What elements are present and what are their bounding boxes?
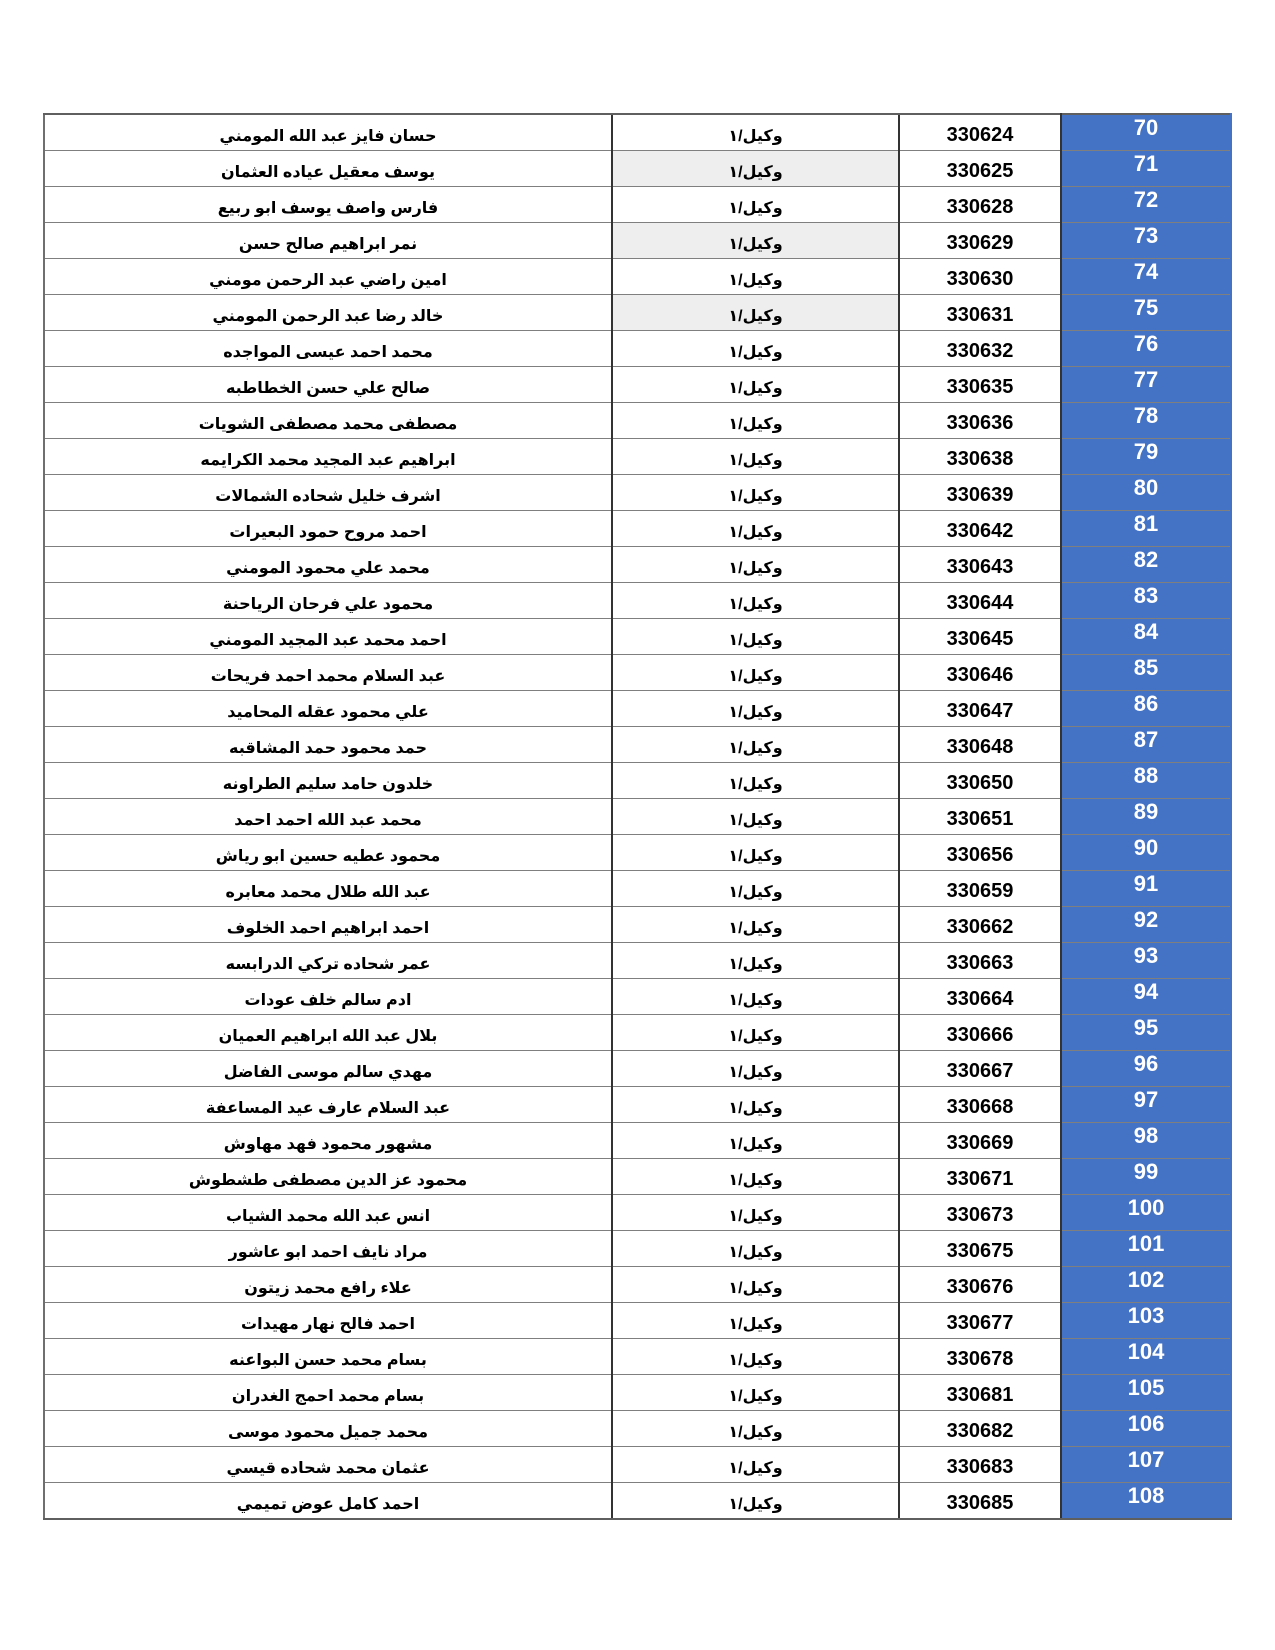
rank-cell: وكيل/١ xyxy=(612,187,899,223)
table-row xyxy=(44,583,1231,619)
rank-cell: وكيل/١ xyxy=(612,1447,899,1483)
table-row xyxy=(44,547,1231,583)
name-cell: احمد محمد عبد المجيد المومني xyxy=(44,619,612,655)
name-cell: فارس واصف يوسف ابو ربيع xyxy=(44,187,612,223)
name-cell: امين راضي عبد الرحمن مومني xyxy=(44,259,612,295)
name-cell: اشرف خليل شحاده الشمالات xyxy=(44,475,612,511)
serial-number-cell: 82 xyxy=(1061,547,1231,583)
serial-number-cell: 83 xyxy=(1061,583,1231,619)
table-row xyxy=(44,475,1231,511)
rank-cell: وكيل/١ xyxy=(612,1375,899,1411)
rank-cell: وكيل/١ xyxy=(612,1411,899,1447)
serial-number-cell: 85 xyxy=(1061,655,1231,691)
id-code-cell: 330629 xyxy=(899,223,1061,259)
id-code-cell: 330650 xyxy=(899,763,1061,799)
table-row xyxy=(44,1339,1231,1375)
serial-number-cell: 104 xyxy=(1061,1339,1231,1375)
id-code-cell: 330671 xyxy=(899,1159,1061,1195)
rank-cell: وكيل/١ xyxy=(612,907,899,943)
table-row xyxy=(44,439,1231,475)
rank-cell: وكيل/١ xyxy=(612,943,899,979)
id-code-cell: 330675 xyxy=(899,1231,1061,1267)
rank-cell: وكيل/١ xyxy=(612,547,899,583)
table-row xyxy=(44,799,1231,835)
name-cell: عبد السلام محمد احمد فريحات xyxy=(44,655,612,691)
serial-number-cell: 79 xyxy=(1061,439,1231,475)
name-cell: احمد ابراهيم احمد الخلوف xyxy=(44,907,612,943)
table-row xyxy=(44,367,1231,403)
id-code-cell: 330628 xyxy=(899,187,1061,223)
rank-cell: وكيل/١ xyxy=(612,1303,899,1339)
serial-number-cell: 97 xyxy=(1061,1087,1231,1123)
table-row xyxy=(44,114,1231,151)
id-code-cell: 330632 xyxy=(899,331,1061,367)
rank-cell: وكيل/١ xyxy=(612,1123,899,1159)
table-row xyxy=(44,1375,1231,1411)
name-cell: خلدون حامد سليم الطراونه xyxy=(44,763,612,799)
id-code-cell: 330664 xyxy=(899,979,1061,1015)
id-code-cell: 330667 xyxy=(899,1051,1061,1087)
id-code-cell: 330678 xyxy=(899,1339,1061,1375)
table-row xyxy=(44,151,1231,187)
rank-cell: وكيل/١ xyxy=(612,367,899,403)
serial-number-cell: 90 xyxy=(1061,835,1231,871)
table-row xyxy=(44,1159,1231,1195)
name-cell: خالد رضا عبد الرحمن المومني xyxy=(44,295,612,331)
table-row xyxy=(44,727,1231,763)
rank-cell: وكيل/١ xyxy=(612,799,899,835)
id-code-cell: 330676 xyxy=(899,1267,1061,1303)
id-code-cell: 330643 xyxy=(899,547,1061,583)
serial-number-cell: 81 xyxy=(1061,511,1231,547)
id-code-cell: 330677 xyxy=(899,1303,1061,1339)
table-row xyxy=(44,835,1231,871)
name-cell: محمد احمد عيسى المواجده xyxy=(44,331,612,367)
rank-cell: وكيل/١ xyxy=(612,655,899,691)
table-row xyxy=(44,511,1231,547)
table-row xyxy=(44,655,1231,691)
name-cell: محمود عز الدين مصطفى طشطوش xyxy=(44,1159,612,1195)
id-code-cell: 330673 xyxy=(899,1195,1061,1231)
serial-number-cell: 73 xyxy=(1061,223,1231,259)
rank-cell: وكيل/١ xyxy=(612,835,899,871)
rank-cell: وكيل/١ xyxy=(612,1159,899,1195)
serial-number-cell: 86 xyxy=(1061,691,1231,727)
serial-number-cell: 96 xyxy=(1061,1051,1231,1087)
id-code-cell: 330635 xyxy=(899,367,1061,403)
serial-number-cell: 99 xyxy=(1061,1159,1231,1195)
rank-cell: وكيل/١ xyxy=(612,871,899,907)
name-cell: ابراهيم عبد المجيد محمد الكرايمه xyxy=(44,439,612,475)
rank-cell: وكيل/١ xyxy=(612,979,899,1015)
table-row xyxy=(44,979,1231,1015)
serial-number-cell: 77 xyxy=(1061,367,1231,403)
table-row xyxy=(44,223,1231,259)
id-code-cell: 330638 xyxy=(899,439,1061,475)
serial-number-cell: 91 xyxy=(1061,871,1231,907)
table-row xyxy=(44,331,1231,367)
rank-cell: وكيل/١ xyxy=(612,1087,899,1123)
table-row xyxy=(44,871,1231,907)
name-cell: بسام محمد احمج الغدران xyxy=(44,1375,612,1411)
rank-cell: وكيل/١ xyxy=(612,583,899,619)
rank-cell: وكيل/١ xyxy=(612,439,899,475)
serial-number-cell: 107 xyxy=(1061,1447,1231,1483)
name-cell: عبد الله طلال محمد معابره xyxy=(44,871,612,907)
rank-cell: وكيل/١ xyxy=(612,727,899,763)
serial-number-cell: 70 xyxy=(1061,114,1231,151)
name-cell: محمد جميل محمود موسى xyxy=(44,1411,612,1447)
table-row xyxy=(44,295,1231,331)
table-row xyxy=(44,1483,1231,1520)
name-cell: عبد السلام عارف عيد المساعفة xyxy=(44,1087,612,1123)
name-cell: محمد علي محمود المومني xyxy=(44,547,612,583)
rank-cell: وكيل/١ xyxy=(612,114,899,151)
serial-number-cell: 72 xyxy=(1061,187,1231,223)
name-cell: عمر شحاده تركي الدرابسه xyxy=(44,943,612,979)
table-row xyxy=(44,691,1231,727)
id-code-cell: 330645 xyxy=(899,619,1061,655)
id-code-cell: 330669 xyxy=(899,1123,1061,1159)
id-code-cell: 330644 xyxy=(899,583,1061,619)
id-code-cell: 330630 xyxy=(899,259,1061,295)
name-cell: علي محمود عقله المحاميد xyxy=(44,691,612,727)
id-code-cell: 330648 xyxy=(899,727,1061,763)
name-cell: نمر ابراهيم صالح حسن xyxy=(44,223,612,259)
name-cell: مشهور محمود فهد مهاوش xyxy=(44,1123,612,1159)
serial-number-cell: 87 xyxy=(1061,727,1231,763)
rank-cell: وكيل/١ xyxy=(612,331,899,367)
rank-cell: وكيل/١ xyxy=(612,1231,899,1267)
name-cell: بسام محمد حسن البواعنه xyxy=(44,1339,612,1375)
name-cell: مصطفى محمد مصطفى الشويات xyxy=(44,403,612,439)
id-code-cell: 330646 xyxy=(899,655,1061,691)
rank-cell: وكيل/١ xyxy=(612,475,899,511)
name-cell: مهدي سالم موسى الفاضل xyxy=(44,1051,612,1087)
serial-number-cell: 98 xyxy=(1061,1123,1231,1159)
name-cell: انس عبد الله محمد الشياب xyxy=(44,1195,612,1231)
name-cell: صالح علي حسن الخطاطبه xyxy=(44,367,612,403)
rank-cell: وكيل/١ xyxy=(612,511,899,547)
rank-cell: وكيل/١ xyxy=(612,1015,899,1051)
table-row xyxy=(44,1411,1231,1447)
serial-number-cell: 78 xyxy=(1061,403,1231,439)
name-cell: محمد عبد الله احمد احمد xyxy=(44,799,612,835)
serial-number-cell: 105 xyxy=(1061,1375,1231,1411)
table-row xyxy=(44,1195,1231,1231)
id-code-cell: 330666 xyxy=(899,1015,1061,1051)
serial-number-cell: 76 xyxy=(1061,331,1231,367)
serial-number-cell: 100 xyxy=(1061,1195,1231,1231)
id-code-cell: 330651 xyxy=(899,799,1061,835)
name-cell: احمد فالح نهار مهيدات xyxy=(44,1303,612,1339)
rank-cell: وكيل/١ xyxy=(612,223,899,259)
id-code-cell: 330685 xyxy=(899,1483,1061,1520)
name-cell: حسان فايز عبد الله المومني xyxy=(44,114,612,151)
id-code-cell: 330624 xyxy=(899,114,1061,151)
id-code-cell: 330662 xyxy=(899,907,1061,943)
id-code-cell: 330663 xyxy=(899,943,1061,979)
serial-number-cell: 80 xyxy=(1061,475,1231,511)
serial-number-cell: 101 xyxy=(1061,1231,1231,1267)
name-cell: محمود علي فرحان الرياحنة xyxy=(44,583,612,619)
rank-cell: وكيل/١ xyxy=(612,403,899,439)
rank-cell: وكيل/١ xyxy=(612,1267,899,1303)
id-code-cell: 330625 xyxy=(899,151,1061,187)
name-cell: مراد نايف احمد ابو عاشور xyxy=(44,1231,612,1267)
id-code-cell: 330642 xyxy=(899,511,1061,547)
id-code-cell: 330639 xyxy=(899,475,1061,511)
rank-cell: وكيل/١ xyxy=(612,619,899,655)
serial-number-cell: 103 xyxy=(1061,1303,1231,1339)
rank-cell: وكيل/١ xyxy=(612,259,899,295)
table-row xyxy=(44,259,1231,295)
rank-cell: وكيل/١ xyxy=(612,1051,899,1087)
id-code-cell: 330636 xyxy=(899,403,1061,439)
rank-cell: وكيل/١ xyxy=(612,151,899,187)
serial-number-cell: 102 xyxy=(1061,1267,1231,1303)
rank-cell: وكيل/١ xyxy=(612,763,899,799)
serial-number-cell: 89 xyxy=(1061,799,1231,835)
name-cell: ادم سالم خلف عودات xyxy=(44,979,612,1015)
table-row xyxy=(44,1123,1231,1159)
serial-number-cell: 95 xyxy=(1061,1015,1231,1051)
table-row xyxy=(44,1051,1231,1087)
serial-number-cell: 108 xyxy=(1061,1483,1231,1520)
rank-cell: وكيل/١ xyxy=(612,295,899,331)
name-cell: احمد مروح حمود البعيرات xyxy=(44,511,612,547)
rank-cell: وكيل/١ xyxy=(612,1339,899,1375)
name-cell: احمد كامل عوض تميمي xyxy=(44,1483,612,1520)
serial-number-cell: 75 xyxy=(1061,295,1231,331)
rank-cell: وكيل/١ xyxy=(612,691,899,727)
table-row xyxy=(44,763,1231,799)
rank-cell: وكيل/١ xyxy=(612,1195,899,1231)
table-row xyxy=(44,403,1231,439)
roster-table xyxy=(43,113,1232,1520)
serial-number-cell: 88 xyxy=(1061,763,1231,799)
table-row xyxy=(44,943,1231,979)
id-code-cell: 330683 xyxy=(899,1447,1061,1483)
serial-number-cell: 84 xyxy=(1061,619,1231,655)
rank-cell: وكيل/١ xyxy=(612,1483,899,1520)
serial-number-cell: 71 xyxy=(1061,151,1231,187)
serial-number-cell: 74 xyxy=(1061,259,1231,295)
table-row xyxy=(44,619,1231,655)
id-code-cell: 330668 xyxy=(899,1087,1061,1123)
id-code-cell: 330681 xyxy=(899,1375,1061,1411)
table-row xyxy=(44,1015,1231,1051)
name-cell: يوسف معقيل عياده العثمان xyxy=(44,151,612,187)
serial-number-cell: 93 xyxy=(1061,943,1231,979)
table-row xyxy=(44,907,1231,943)
table-row xyxy=(44,1447,1231,1483)
id-code-cell: 330659 xyxy=(899,871,1061,907)
id-code-cell: 330631 xyxy=(899,295,1061,331)
table-row xyxy=(44,187,1231,223)
name-cell: محمود عطيه حسين ابو رياش xyxy=(44,835,612,871)
name-cell: بلال عبد الله ابراهيم العميان xyxy=(44,1015,612,1051)
table-row xyxy=(44,1231,1231,1267)
table-row xyxy=(44,1267,1231,1303)
roster-body xyxy=(44,114,1231,1519)
serial-number-cell: 94 xyxy=(1061,979,1231,1015)
id-code-cell: 330656 xyxy=(899,835,1061,871)
name-cell: حمد محمود حمد المشاقبه xyxy=(44,727,612,763)
name-cell: علاء رافع محمد زيتون xyxy=(44,1267,612,1303)
serial-number-cell: 92 xyxy=(1061,907,1231,943)
id-code-cell: 330682 xyxy=(899,1411,1061,1447)
table-row xyxy=(44,1303,1231,1339)
table-row xyxy=(44,1087,1231,1123)
serial-number-cell: 106 xyxy=(1061,1411,1231,1447)
id-code-cell: 330647 xyxy=(899,691,1061,727)
name-cell: عثمان محمد شحاده قيسي xyxy=(44,1447,612,1483)
